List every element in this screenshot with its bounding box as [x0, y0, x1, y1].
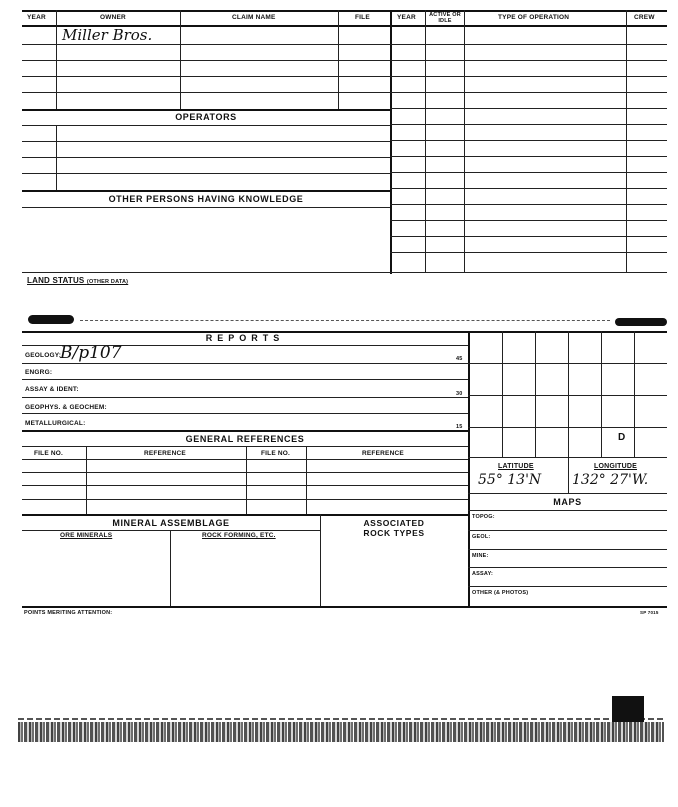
scan-noise-band — [18, 722, 664, 742]
maps-other-label: OTHER (& PHOTOS) — [472, 590, 529, 596]
general-references-heading: GENERAL REFERENCES — [185, 434, 305, 444]
report-geology-value: B/p107 — [60, 343, 122, 363]
operators-heading: OPERATORS — [175, 112, 237, 122]
punch-mark-left — [28, 315, 74, 324]
header-file: FILE — [355, 14, 370, 21]
maps-assay-label: ASSAY: — [472, 571, 494, 577]
ore-minerals-label: ORE MINERALS — [60, 532, 113, 539]
rock-forming-label: ROCK FORMING, ETC. — [202, 532, 276, 539]
maps-topog-label: TOPOG: — [472, 514, 495, 520]
land-status-label: LAND STATUS (OTHER DATA) — [27, 276, 129, 285]
scan-noise-line — [18, 718, 664, 720]
reports-heading: REPORTS — [205, 333, 285, 343]
owner-entry: Miller Bros. — [62, 26, 153, 44]
header-type-of-operation: TYPE OF OPERATION — [498, 14, 570, 21]
associated-heading: ASSOCIATED — [363, 518, 425, 528]
report-metallurgical-num: 15 — [456, 424, 463, 430]
other-persons-heading: OTHER PERSONS HAVING KNOWLEDGE — [108, 194, 304, 204]
report-assay-label: ASSAY & IDENT: — [25, 386, 79, 393]
latitude-label: LATITUDE — [498, 463, 534, 470]
points-meriting-attention: POINTS MERITING ATTENTION: — [24, 610, 113, 616]
ref-col-file-no-2: FILE NO. — [261, 450, 291, 457]
ref-col-file-no-1: FILE NO. — [34, 450, 64, 457]
grid-mark: D — [618, 432, 626, 443]
report-assay-num: 30 — [456, 391, 463, 397]
rock-types-heading: ROCK TYPES — [363, 528, 425, 538]
header-year: YEAR — [27, 14, 46, 21]
ref-col-reference-1: REFERENCE — [144, 450, 186, 457]
mineral-assemblage-heading: MINERAL ASSEMBLAGE — [112, 518, 230, 528]
report-geology-num: 45 — [456, 356, 463, 362]
punch-mark-right — [615, 318, 667, 326]
header-claim-name: CLAIM NAME — [232, 14, 276, 21]
report-metallurgical-label: METALLURGICAL: — [25, 420, 86, 427]
maps-geol-label: GEOL: — [472, 534, 491, 540]
latitude-value: 55° 13'N — [478, 472, 542, 488]
header-owner: OWNER — [100, 14, 126, 21]
scan-noise-block — [612, 696, 644, 722]
header-crew: CREW — [634, 14, 655, 21]
maps-heading: MAPS — [553, 497, 582, 507]
report-geophys-label: GEOPHYS. & GEOCHEM: — [25, 404, 107, 411]
ref-col-reference-2: REFERENCE — [362, 450, 404, 457]
header-year-2: YEAR — [397, 14, 416, 21]
form-number: SP 7015 — [640, 610, 659, 615]
longitude-value: 132° 27'W. — [572, 472, 649, 488]
maps-mine-label: MINE: — [472, 553, 489, 559]
report-geology-label: GEOLOGY: — [25, 352, 62, 359]
report-engrg-label: ENGRG: — [25, 369, 53, 376]
header-active-idle: ACTIVE OR IDLE — [429, 12, 461, 24]
longitude-label: LONGITUDE — [594, 463, 638, 470]
